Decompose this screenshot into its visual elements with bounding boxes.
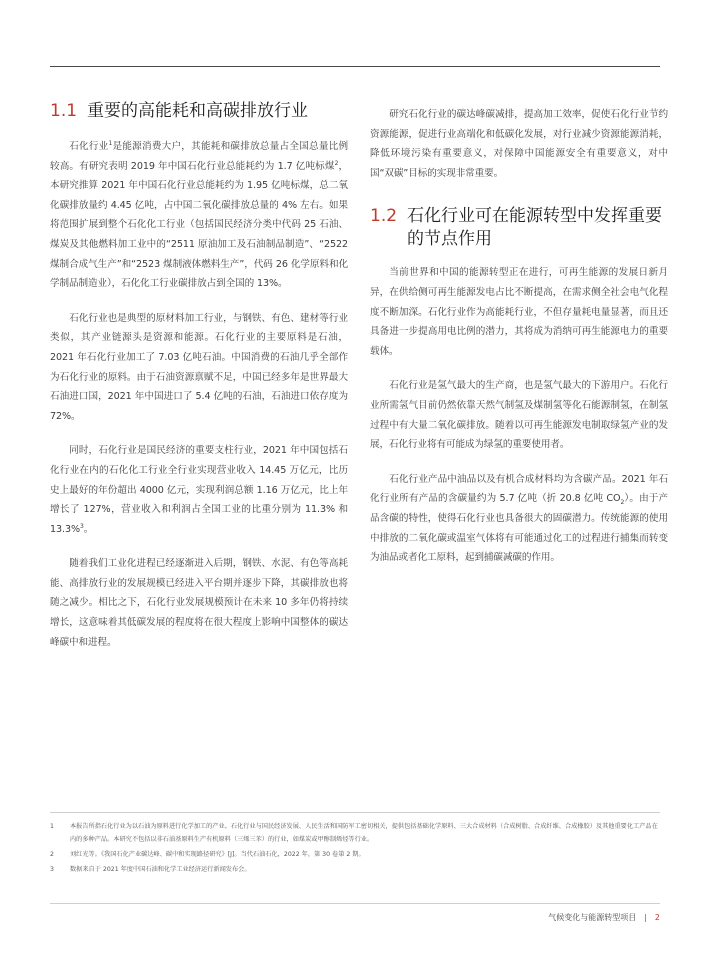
footnote-divider	[50, 812, 660, 813]
paragraph	[50, 137, 348, 294]
subscript: 2	[620, 499, 625, 507]
paragraph	[50, 441, 348, 539]
paragraph: 当前世界和中国的能源转型正在进行，可再生能源的发展日新月异，在供给侧可再生能源发电占比不断提高，在需求侧全社会电气化程度不断加深。石化行业作为高能耗行业，不但存量耗电量显著，而且还具备进一步提高用电比例的潜力，其将成为消纳可再生能源电力的重要载体。	[370, 267, 668, 357]
section-1-2-heading	[370, 205, 668, 251]
footnote-number: 3	[50, 866, 54, 873]
paragraph-text: 石化行业产品中油品以及有机合成材料均为含碳产品。2021 年石化行业所有产品的含碳量约为 5.7 亿吨（折 20.8 亿吨 CO	[370, 473, 668, 505]
page-number: 2	[654, 913, 660, 922]
footer-separator: |	[644, 913, 647, 922]
paragraph-text: 是能源消费大户，其能耗和碳排放总量占全国总量比例较高。有研究表明 2019 年中国石化行业总能耗约为 1.7 亿吨标煤	[50, 141, 348, 172]
footnote	[50, 848, 660, 861]
footnote-text: 数据来自于 2021 年度中国石油和化学工业经济运行新闻发布会。	[70, 866, 251, 873]
footnote	[50, 820, 660, 846]
paragraph: 石化行业是氢气最大的生产商，也是氢气最大的下游用户。石化行业所需氢气目前仍然依靠天然气制氢及煤制氢等化石能源制氢，在制氢过程中有大量二氧化碳排放。随着以可再生能源发电制取绿氢产业的发展，石化行业将有可能成为绿氢的重要使用者。	[370, 380, 668, 451]
footnotes	[50, 820, 660, 878]
paragraph: 石化行业也是典型的原材料加工行业，与钢铁、有色、建材等行业类似，其产业链源头是资源和能源。石化行业的主要原料是石油，2021 年石化行业加工了 7.03 亿吨石油。中国消费的石油几乎全部作为石化行业的原料。由于石油资源禀赋不足，中国已经多年是世界最大石油进口国，2021 年中国进口了 5.4 亿吨的石油，石油进口依存度为 72%。	[50, 312, 348, 422]
footer-title: 气候变化与能源转型项目	[548, 913, 637, 922]
section-1-1-heading	[50, 100, 348, 123]
paragraph-text: 同时，石化行业是国民经济的重要支柱行业，2021 年中国包括石化行业在内的石化化工行业全行业实现营业收入 14.45 万亿元，比历史上最好的年份超出 4000 亿元，实现利润总额 1.16 万亿元，比上年增长了 127%，营业收入和利润占全国工业的比重分别为 11.3% 和 13.3%	[50, 445, 348, 535]
footnote-ref: 2	[334, 159, 339, 167]
section-number: 1.2	[370, 206, 398, 227]
left-column	[50, 100, 348, 667]
paragraph-text: 。	[83, 523, 94, 535]
page-footer	[548, 912, 660, 923]
paragraph	[370, 470, 668, 568]
footnote-ref: 3	[79, 522, 84, 530]
footnote-number: 1	[50, 823, 54, 830]
footer-divider	[50, 903, 660, 904]
footnote-text: 本报告所指石化行业为以石油为原料进行化学加工的产业。石化行业与国民经济发展、人民生活和国防军工密切相关，提供包括基础化学原料、三大合成材料（合成树脂、合成纤维、合成橡胶）及其他重要化工产品在内的多种产品。本研究不包括以非石油基原料生产有机原料（三烯三苯）的行业，如煤炭或甲醇制烯烃等行业。	[70, 823, 658, 843]
paragraph: 随着我们工业化进程已经逐渐进入后期，钢铁、水泥、有色等高耗能、高排放行业的发展规模已经进入平台期并逐步下降，其碳排放也将随之减少。相比之下，石化行业发展规模预计在未来 10 多年仍将持续增长，这意味着其低碳发展的程度将在很大程度上影响中国整体的碳达峰碳中和进程。	[50, 558, 348, 648]
top-divider	[50, 66, 660, 67]
section-title: 石化行业可在能源转型中发挥重要的节点作用	[407, 206, 663, 250]
right-column	[370, 105, 668, 583]
paragraph-text: 石化行业	[69, 141, 109, 152]
section-title: 重要的高能耗和高碳排放行业	[87, 101, 309, 121]
paragraph: 研究石化行业的碳达峰碳减排，提高加工效率，促使石化行业节约资源能源，促进行业高端化和低碳化发展，对行业减少资源能源消耗，降低环境污染有重要意义，对保障中国能源安全有重要意义，对中国“双碳”目标的实现非常重要。	[370, 109, 668, 179]
footnote-text: 刘红光等。《我国石化产业碳达峰、碳中和实现路径研究》[J]。当代石油石化，2022 年，第 30 卷第 2 期。	[70, 851, 365, 858]
paragraph-text: ，本研究推算 2021 年中国石化行业总能耗约为 1.95 亿吨标煤，总二氧化碳排放量约 4.45 亿吨，占中国二氧化碳排放总量的 4% 左右。如果将范围扩展到整个石化化工行业（包括国民经济分类中代码 25 石油、煤炭及其他燃料加工业中的“2511 原油加工及石油制品制造”、“2522 煤制合成气生产”和“2523 煤制液体燃料生产”，代码 26 化学原料和化学制品制造业），石化化工行业碳排放占到全国的 13%。	[50, 160, 349, 290]
footnote-ref: 1	[108, 139, 113, 147]
section-number: 1.1	[50, 101, 78, 121]
footnote	[50, 863, 660, 876]
paragraph-text: ）。由于产品含碳的特性，使得石化行业也具备很大的固碳潜力。传统能源的使用中排放的二氧化碳或温室气体将有可能通过化工的过程进行捕集而转变为油品或者化工原料，起到捕碳减碳的作用。	[370, 493, 668, 564]
footnote-number: 2	[50, 851, 54, 858]
